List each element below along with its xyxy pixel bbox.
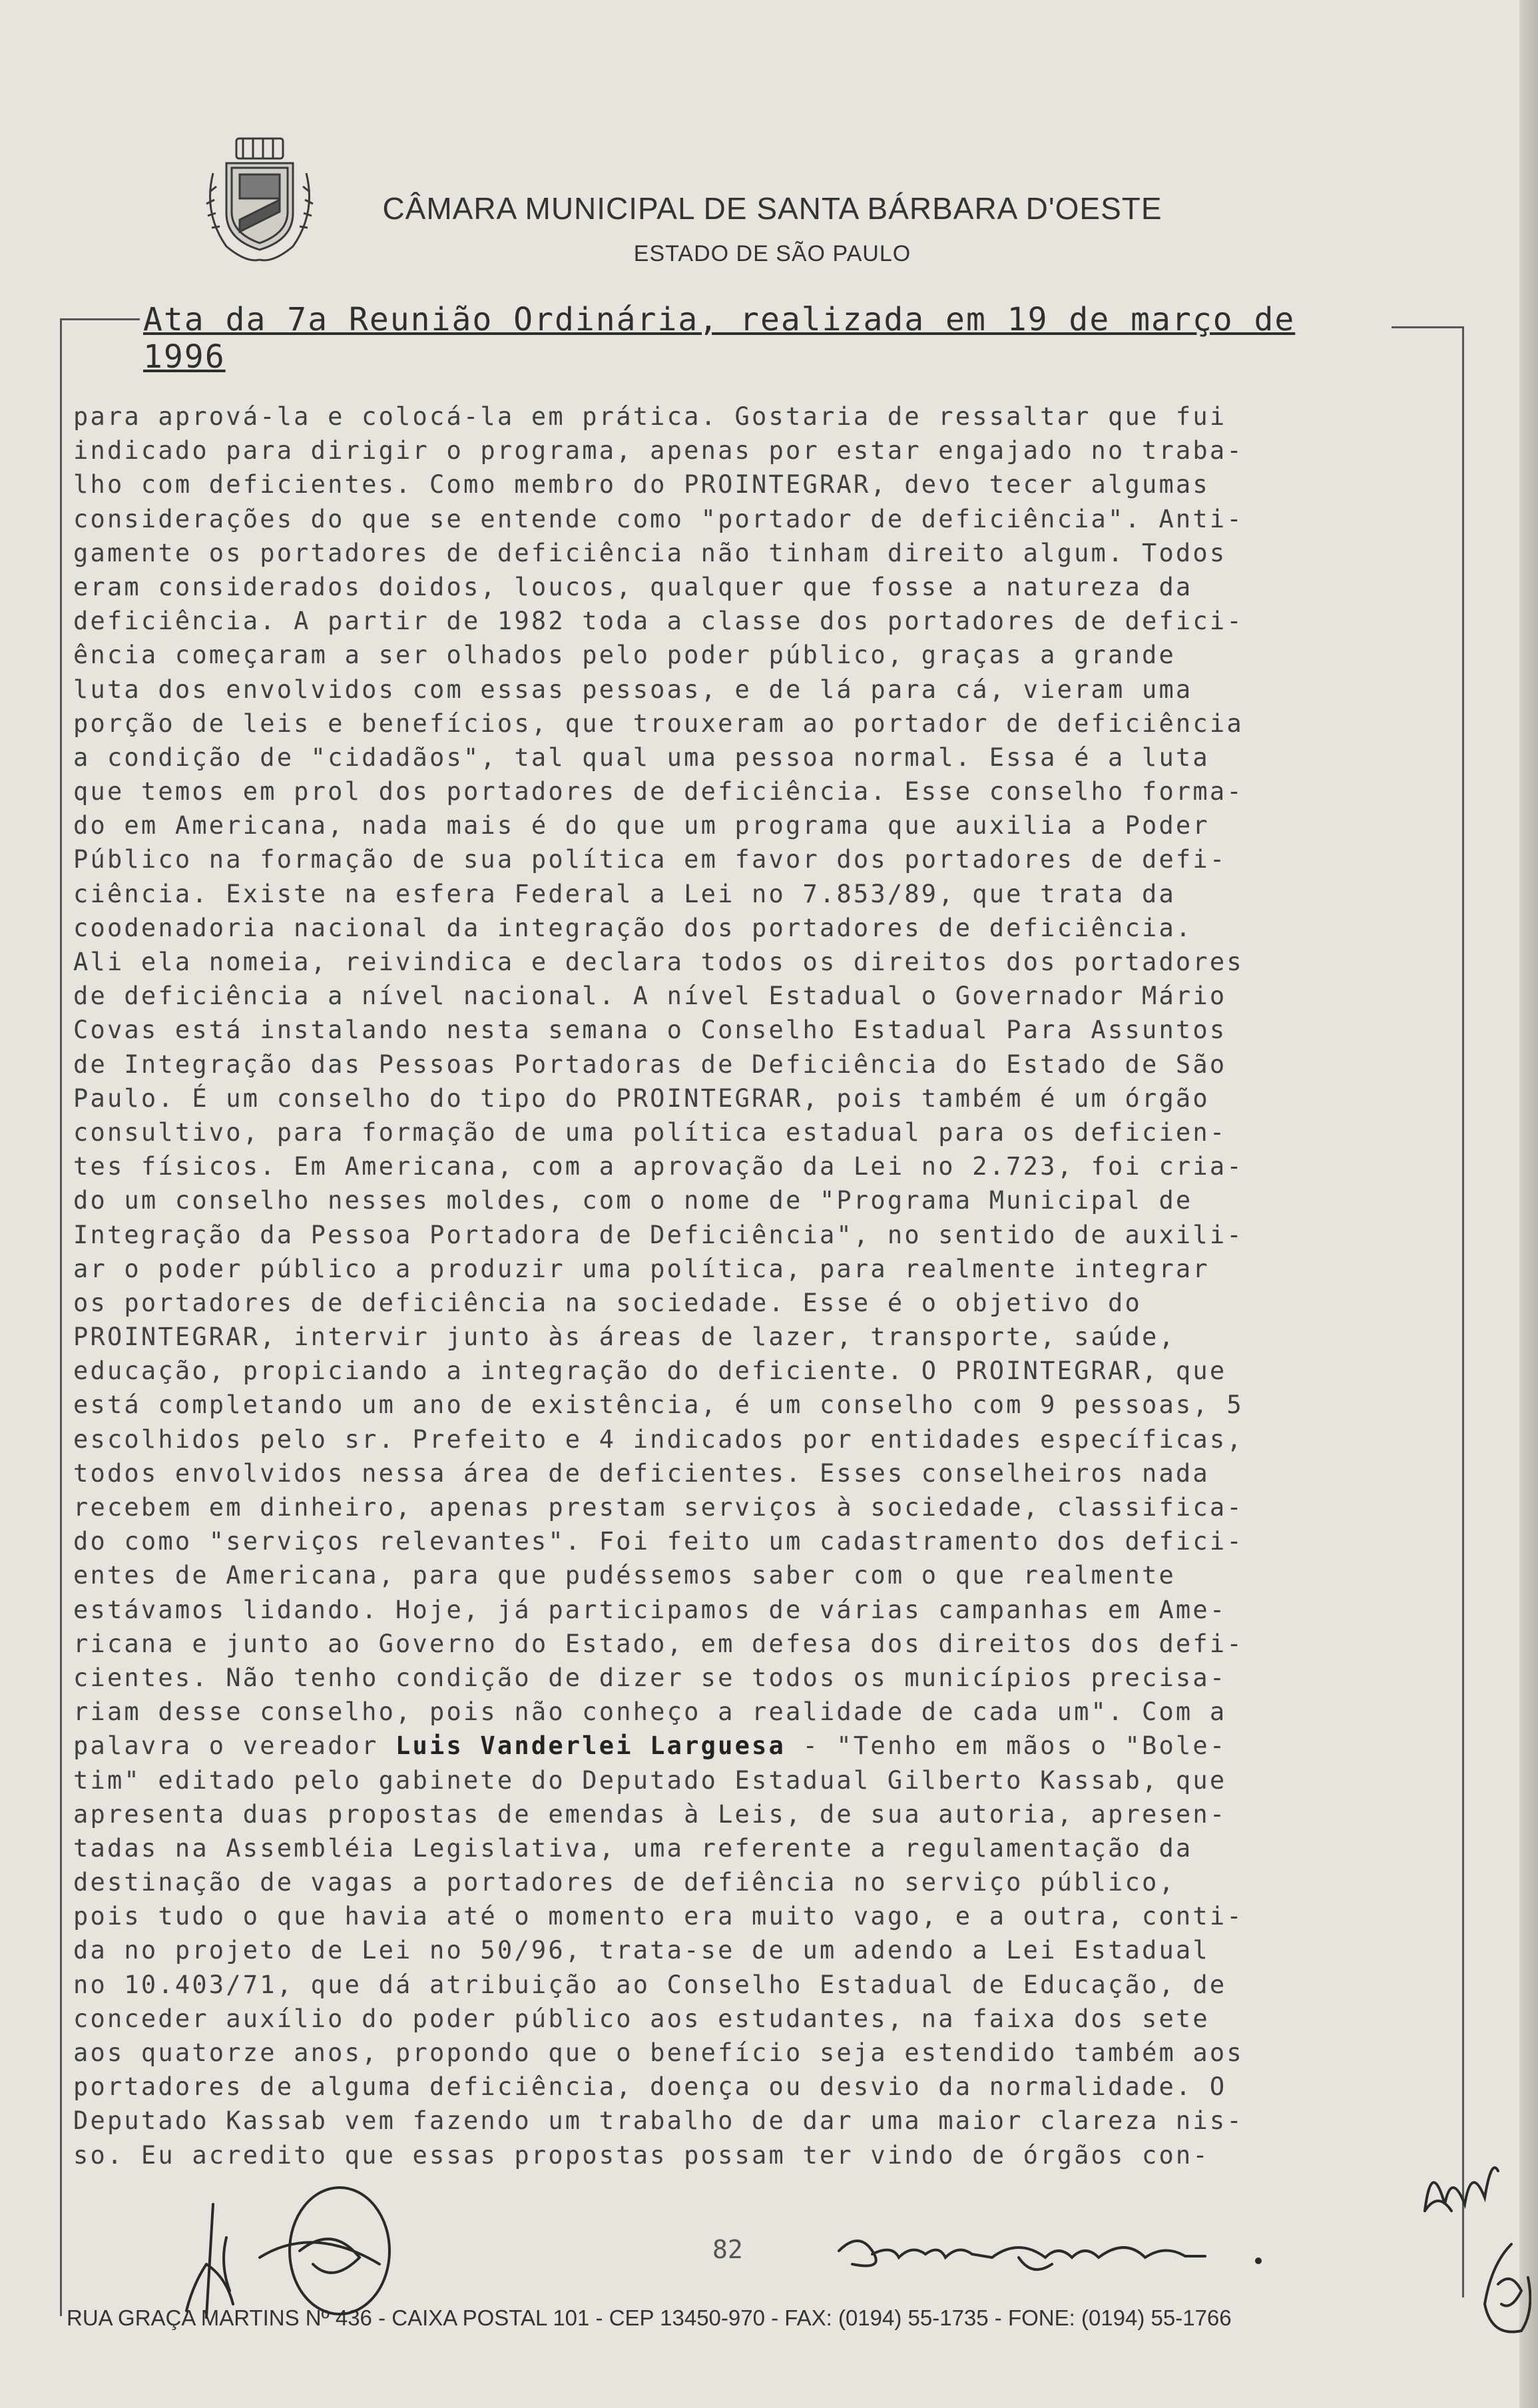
handwritten-signature-left: [180, 2184, 433, 2331]
document-title: Ata da 7a Reunião Ordinária, realizada em 19 de março de 1996: [143, 301, 1296, 376]
minutes-line: tadas na Assembléia Legislativa, uma referente a regulamentação da: [73, 1833, 1193, 1863]
minutes-line: porção de leis e benefícios, que trouxeram ao portador de deficiência: [73, 709, 1244, 738]
minutes-line: cientes. Não tenho condição de dizer se todos os municípios precisa-: [73, 1663, 1227, 1692]
minutes-line: palavra o vereador Luis Vanderlei Larguesa - "Tenho em mãos o "Bole-: [73, 1731, 1227, 1761]
minutes-line: Público na formação de sua política em favor dos portadores de defi-: [73, 845, 1227, 874]
minutes-line: pois tudo o que havia até o momento era muito vago, e a outra, conti-: [73, 1902, 1244, 1931]
minutes-line: para aprová-la e colocá-la em prática. Gostaria de ressaltar que fui: [73, 402, 1227, 431]
minutes-line: que temos em prol dos portadores de deficiência. Esse conselho forma-: [73, 777, 1244, 806]
minutes-line: Covas está instalando nesta semana o Conselho Estadual Para Assuntos: [73, 1016, 1227, 1045]
page-number: 82: [712, 2235, 743, 2264]
minutes-line: consultivo, para formação de uma política estadual para os deficien-: [73, 1117, 1227, 1147]
minutes-line: da no projeto de Lei no 50/96, trata-se de um adendo a Lei Estadual: [73, 1936, 1210, 1965]
right-margin-rule: [1462, 326, 1464, 2297]
minutes-line: os portadores de deficiência na sociedade. Esse é o objetivo do: [73, 1288, 1142, 1317]
left-margin-rule: [60, 318, 62, 2316]
minutes-line: Integração da Pessoa Portadora de Deficiência", no sentido de auxili-: [73, 1220, 1244, 1249]
minutes-line: coodenadoria nacional da integração dos portadores de deficiência.: [73, 913, 1193, 942]
minutes-line: a condição de "cidadãos", tal qual uma pessoa normal. Essa é a luta: [73, 743, 1210, 772]
minutes-line: riam desse conselho, pois não conheço a realidade de cada um". Com a: [73, 1697, 1227, 1727]
minutes-body: [73, 400, 1458, 2172]
speaker-name: Luis Vanderlei Larguesa: [395, 1731, 786, 1761]
minutes-line: portadores de alguma deficiência, doença ou desvio da normalidade. O: [73, 2072, 1227, 2102]
minutes-line: indicado para dirigir o programa, apenas por estar engajado no traba-: [73, 436, 1244, 465]
minutes-line: PROINTEGRAR, intervir junto às áreas de lazer, transporte, saúde,: [73, 1323, 1176, 1352]
state-name: ESTADO DE SÃO PAULO: [633, 241, 911, 266]
minutes-line: de Integração das Pessoas Portadoras de Deficiência do Estado de São: [73, 1050, 1227, 1079]
minutes-line: deficiência. A partir de 1982 toda a classe dos portadores de defici-: [73, 607, 1244, 636]
minutes-line: do em Americana, nada mais é do que um programa que auxilia a Poder: [73, 811, 1210, 840]
organization-name: CÂMARA MUNICIPAL DE SANTA BÁRBARA D'OESTE: [382, 191, 1162, 226]
minutes-line: Ali ela nomeia, reivindica e declara todos os direitos dos portadores: [73, 948, 1244, 976]
minutes-line: considerações do que se entende como "portador de deficiência". Anti-: [73, 504, 1244, 533]
minutes-line: escolhidos pelo sr. Prefeito e 4 indicados por entidades específicas,: [73, 1424, 1244, 1454]
minutes-line: destinação de vagas a portadores de defiência no serviço público,: [73, 1868, 1176, 1897]
minutes-line: conceder auxílio do poder público aos estudantes, na faixa dos sete: [73, 2004, 1210, 2033]
minutes-line: no 10.403/71, que dá atribuição ao Conselho Estadual de Educação, de: [73, 1970, 1227, 1999]
minutes-line: Deputado Kassab vem fazendo um trabalho de dar uma maior clareza nis-: [73, 2106, 1244, 2136]
minutes-line: entes de Americana, para que pudéssemos saber com o que realmente: [73, 1561, 1176, 1590]
minutes-line: ciência. Existe na esfera Federal a Lei no 7.853/89, que trata da: [73, 879, 1176, 908]
minutes-line: tim" editado pelo gabinete do Deputado Estadual Gilberto Kassab, que: [73, 1765, 1227, 1795]
minutes-line: está completando um ano de existência, é um conselho com 9 pessoas, 5: [73, 1390, 1244, 1420]
minutes-line: ricana e junto ao Governo do Estado, em defesa dos direitos dos defi-: [73, 1629, 1244, 1658]
minutes-line: de deficiência a nível nacional. A nível Estadual o Governador Mário: [73, 982, 1227, 1011]
minutes-line: lho com deficientes. Como membro do PROINTEGRAR, devo tecer algumas: [73, 470, 1210, 499]
minutes-line: Paulo. É um conselho do tipo do PROINTEGRAR, pois também é um órgão: [73, 1083, 1210, 1113]
minutes-line: educação, propiciando a integração do deficiente. O PROINTEGRAR, que: [73, 1356, 1227, 1386]
minutes-line: recebem em dinheiro, apenas prestam serviços à sociedade, classifica-: [73, 1493, 1244, 1522]
minutes-line: ar o poder público a produzir uma política, para realmente integrar: [73, 1254, 1210, 1283]
handwritten-rubric-right: [1411, 2144, 1531, 2344]
footer-address: RUA GRAÇA MARTINS Nº 436 - CAIXA POSTAL 101 - CEP 13450-970 - FAX: (0194) 55-1735 - FONE: (0194) 55-1766: [67, 2305, 1232, 2330]
minutes-line: apresenta duas propostas de emendas à Leis, de sua autoria, apresen-: [73, 1799, 1227, 1829]
top-rule-left: [60, 318, 140, 320]
handwritten-signature-center: [832, 2224, 1265, 2284]
minutes-line: eram considerados doidos, loucos, qualquer que fosse a natureza da: [73, 572, 1193, 601]
minutes-line: estávamos lidando. Hoje, já participamos de várias campanhas em Ame-: [73, 1595, 1227, 1624]
top-rule-right: [1392, 326, 1463, 328]
minutes-line: tes físicos. Em Americana, com a aprovação da Lei no 2.723, foi cria-: [73, 1152, 1244, 1181]
minutes-line: do como "serviços relevantes". Foi feito um cadastramento dos defici-: [73, 1527, 1244, 1556]
minutes-line: luta dos envolvidos com essas pessoas, e de lá para cá, vieram uma: [73, 675, 1193, 704]
minutes-line: todos envolvidos nessa área de deficientes. Esses conselheiros nada: [73, 1458, 1210, 1488]
page-edge: [1519, 0, 1538, 2408]
minutes-line: so. Eu acredito que essas propostas possam ter vindo de órgãos con-: [73, 2140, 1210, 2170]
minutes-line: do um conselho nesses moldes, com o nome de "Programa Municipal de: [73, 1186, 1193, 1215]
minutes-line: aos quatorze anos, propondo que o benefício seja estendido também aos: [73, 2038, 1244, 2067]
minutes-line: ência começaram a ser olhados pelo poder público, graças a grande: [73, 641, 1176, 670]
minutes-line: gamente os portadores de deficiência não tinham direito algum. Todos: [73, 538, 1227, 567]
